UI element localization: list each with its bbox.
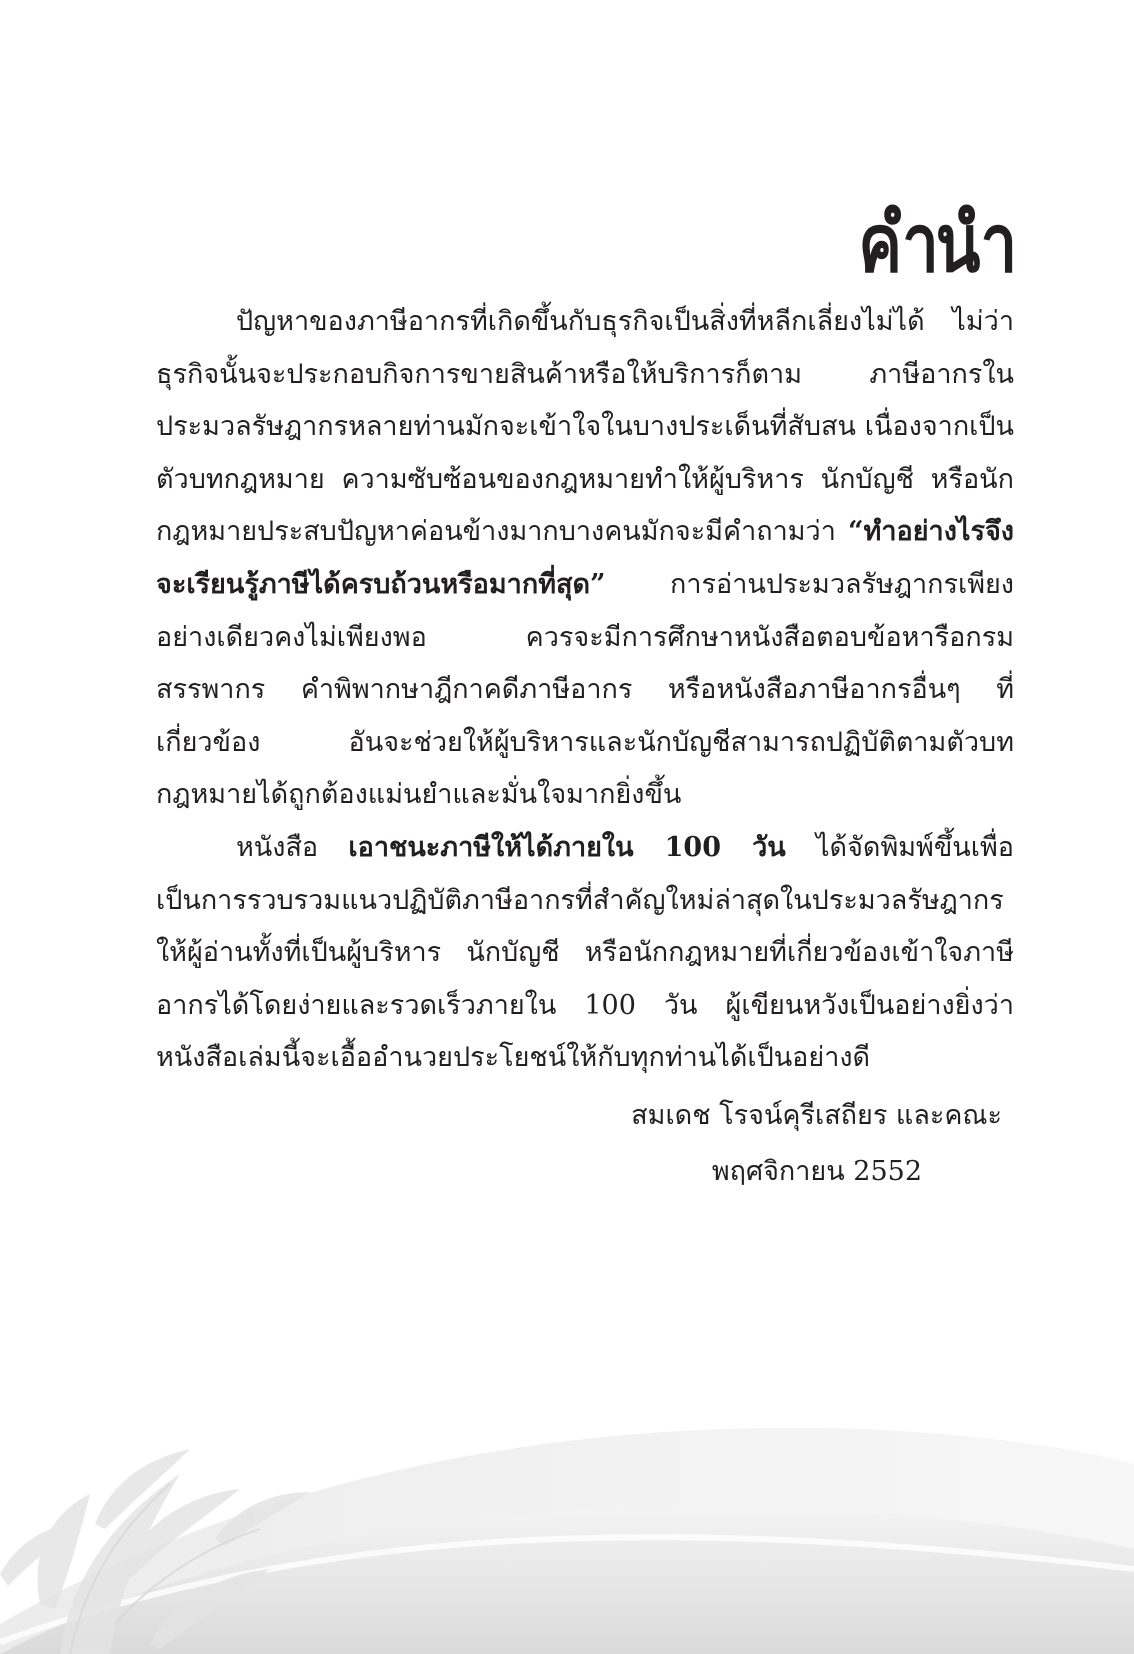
paragraph-1-text-after: การอ่านประมวลรัษฎากรเพียงอย่างเดียวคงไม่เพียงพอ ควรจะมีการศึกษาหนังสือตอบข้อหารือกรมสรรพากร คำพิพากษาฎีกาคดีภาษีอากร หรือหนังสือภาษีอากรอื่นๆ ที่เกี่ยวข้อง อันจะช่วยให้ผู้บริหารและนักบัญชีสามารถปฏิบัติตามตัวบทกฎหมายได้ถูกต้องแม่นยำและมั่นใจมากยิ่งขึ้น — [156, 568, 1014, 811]
signature-date: พฤศจิกายน 2552 — [711, 1156, 922, 1187]
paragraph-1 — [156, 296, 1014, 822]
paragraph-2-text-before: หนังสือ — [236, 831, 349, 863]
paragraph-2 — [156, 822, 1014, 1085]
key-question-quote: “ทำอย่างไรจึงจะเรียนรู้ภาษีได้ครบถ้วนหรือมากที่สุด” — [156, 516, 1014, 600]
page-title: คำนำ — [858, 196, 1014, 290]
paragraph-1-text-before: ปัญหาของภาษีอากรที่เกิดขึ้นกับธุรกิจเป็นสิ่งที่หลีกเลี่ยงไม่ได้ ไม่ว่าธุรกิจนั้นจะประกอบกิจการขายสินค้าหรือให้บริการก็ตาม ภาษีอากรในประมวลรัษฎากรหลายท่านมักจะเข้าใจในบางประเด็นที่สับสน เนื่องจากเป็นตัวบทกฎหมาย ความซับซ้อนของกฎหมายทำให้ผู้บริหาร นักบัญชี หรือนักกฎหมายประสบปัญหาค่อนข้างมากบางคนมักจะมีคำถามว่า — [156, 306, 1014, 548]
preface-body — [156, 296, 1014, 1085]
paragraph-2-text-after: ได้จัดพิมพ์ขึ้นเพื่อเป็นการรวบรวมแนวปฏิบัติภาษีอากรที่สำคัญใหม่ล่าสุดในประมวลรัษฎากรให้ผู้อ่านทั้งที่เป็นผู้บริหาร นักบัญชี หรือนักกฎหมายที่เกี่ยวข้องเข้าใจภาษีอากรได้โดยง่ายและรวดเร็วภายใน 100 วัน ผู้เขียนหวังเป็นอย่างยิ่งว่าหนังสือเล่มนี้จะเอื้ออำนวยประโยชน์ให้กับทุกท่านได้เป็นอย่างดี — [156, 831, 1014, 1074]
author-signature: สมเดช โรจน์คุรีเสถียร และคณะ — [631, 1100, 1002, 1131]
floral-swoosh-decoration — [0, 1324, 1134, 1654]
book-title: เอาชนะภาษีให้ได้ภายใน 100 วัน — [348, 831, 786, 863]
